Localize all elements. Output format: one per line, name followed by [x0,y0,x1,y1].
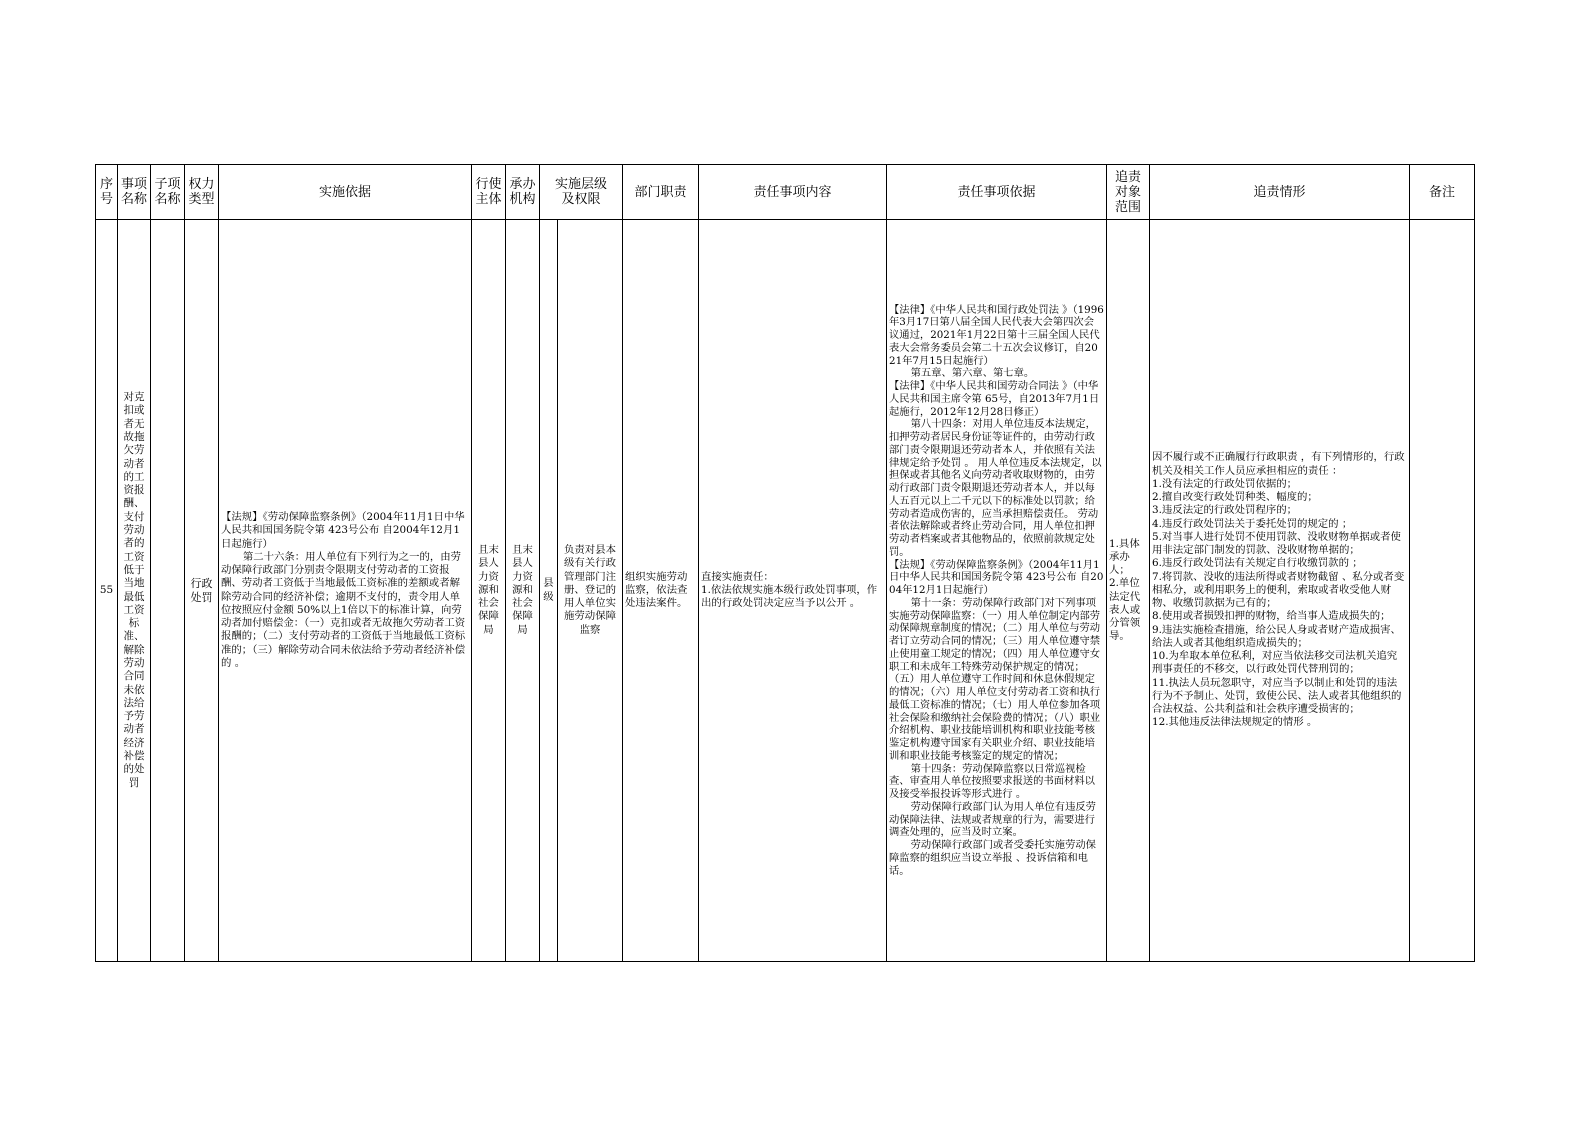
cell-level-scope: 负责对县本级有关行政管理部门注册、登记的用人单位实施劳动保障监察 [558,220,623,962]
cell-dept-duty: 组织实施劳动监察，依法查处违法案件。 [623,220,699,962]
accountability-case-line: 7.将罚款、没收的违法所得或者财物截留 、私分或者变相私分，或利用职务上的便利，索取或者收受他人财物、收缴罚款据为己有的； [1152,570,1405,610]
accountability-case-line: 1.没有法定的行政处罚依据的； [1152,477,1298,490]
accountability-case-line: 9.违法实施检查措施，给公民人身或者财产造成损害、给法人或者其他组织造成损失的； [1152,623,1401,649]
accountability-scope-line: 2.单位法定代表人或分管领导。 [1109,577,1141,643]
accountability-case-line: 3.违反法定的行政处罚程序的； [1152,504,1298,517]
cell-resp-content [699,220,887,962]
resp-basis-line: 【法律】《中华人民共和国行政处罚法 》（1996年3月17日第八届全国人民代表大会第四次会议通过，2021年1月22日第十三届全国人民代表大会常务委员会第二十五次会议修订，自2021年7月15日起施行） [889,303,1104,367]
header-remark: 备注 [1410,165,1475,220]
header-accountability-cases: 追责情形 [1150,165,1410,220]
header-seq: 序号 [96,165,118,220]
resp-basis-line: 【法律】《中华人民共和国劳动合同法 》（中华人民共和国主席令第 65号，自2013年7月1日起施行，2012年12月28日修正） [889,380,1100,418]
accountability-case-line: 11.执法人员玩忽职守，对应当予以制止和处罚的违法行为不予制止、处罚，致使公民、法人或者其他组织的合法权益、公共利益和社会秩序遭受损害的； [1152,676,1402,716]
accountability-scope-line: 1.具体承办人； [1109,537,1140,576]
resp-basis-line: 第五章、第六章、第七章。 [910,367,1035,380]
resp-basis-line: 劳动保障行政部门认为用人单位有违反劳动保障法律、法规或者规章的行为，需要进行调查处理的，应当及时立案。 [889,800,1096,839]
resp-content-line: 1.依法依规实施本级行政处罚事项，作出的行政处罚决定应当予以公开 。 [701,583,878,610]
header-resp-basis: 责任事项依据 [887,165,1107,220]
header-dept-duty: 部门职责 [623,165,699,220]
resp-content-line: 直接实施责任： [701,570,774,583]
accountability-case-line: 4.违反行政处罚法关于委托处罚的规定的 ； [1152,517,1353,530]
accountability-case-line: 2.擅自改变行政处罚种类、幅度的； [1152,491,1318,504]
cell-accountability-cases [1150,220,1410,962]
accountability-case-line: 6.违反行政处罚法有关规定自行收缴罚款的 ； [1152,557,1363,570]
header-sub-name: 子项名称 [151,165,185,220]
header-row [96,165,1475,220]
resp-basis-line: 【法规】《劳动保障监察条例》（2004年11月1日中华人民共和国国务院令第 423号公布 自2004年12月1日起施行） [889,558,1104,597]
cell-exec-body: 且末县人力资源和社会保障局 [472,220,506,962]
cell-level: 县级 [540,220,558,962]
cell-seq: 55 [96,220,118,962]
header-exec-body: 行使主体 [472,165,506,220]
cell-remark [1410,220,1475,962]
header-resp-content: 责任事项内容 [699,165,887,220]
table-row [96,220,1475,962]
header-item-name: 事项名称 [118,165,151,220]
header-accountability-scope: 追责对象范围 [1107,165,1150,220]
header-level: 实施层级及权限 [540,165,623,220]
accountability-case-line: 12.其他违反法律法规规定的情形 。 [1152,716,1318,729]
resp-basis-line: 劳动保障行政部门或者受委托实施劳动保障监察的组织应当设立举报 、投诉信箱和电话。 [889,839,1096,877]
cell-handling-org: 且末县人力资源和社会保障局 [506,220,540,962]
accountability-case-line: 8.使用或者损毁扣押的财物，给当事人造成损失的； [1152,610,1391,623]
resp-basis-line: 第十一条：劳动保障行政部门对下列事项实施劳动保障监察：（一）用人单位制定内部劳动保障规章制度的情况；（二）用人单位与劳动者订立劳动合同的情况；（三）用人单位遵守禁止使用童工规定的情况；（四）用人单位遵守女职工和未成年工特殊劳动保护规定的情况；（五）用人单位遵守工作时间和休息休假规定的情况；（六）用人单位支付劳动者工资和执行最低工资标准的情况；（七）用人单位参加各项社会保险和缴纳社会保险费的情况；（八）职业介绍机构、职业技能培训机构和职业技能考核鉴定机构遵守国家有关职业介绍、职业技能培训和职业技能考核鉴定的规定的情况； [889,596,1101,762]
accountability-case-line: 5.对当事人进行处罚不使用罚款、没收财物单据或者使用非法定部门制发的罚款、没收财物单据的； [1152,530,1401,557]
header-basis: 实施依据 [219,165,472,220]
cell-sub-name [151,220,185,962]
header-handling-org: 承办机构 [506,165,540,220]
resp-basis-line: 第十四条：劳动保障监察以日常巡视检查、审查用人单位按照要求报送的书面材料以及接受举报投诉等形式进行 。 [889,762,1095,801]
cell-resp-basis [887,220,1107,962]
basis-line: 第二十六条：用人单位有下列行为之一的，由劳动保障行政部门分别责令限期支付劳动者的工资报酬、劳动者工资低于当地最低工资标准的差额或者解除劳动合同的经济补偿；逾期不支付的，责令用人单位按照应付金额 50%以上1倍以下的标准计算，向劳动者加付赔偿金：（一）克扣或者无故拖欠劳动者工资报酬的；（二）支付劳动者的工资低于当地最低工资标准的；（三）解除劳动合同未依法给予劳动者经济补偿的 。 [221,550,466,669]
document-table [95,164,1475,962]
accountability-case-line: 因不履行或不正确履行行政职责 ，有下列情形的，行政机关及相关工作人员应承担相应的责任 ： [1152,451,1405,477]
header-power-type: 权力类型 [185,165,219,220]
basis-line: 【法规】《劳动保障监察条例》（2004年11月1日中华人民共和国国务院令第 423号公布 自2004年12月1日起施行） [221,511,465,550]
cell-accountability-scope [1107,220,1150,962]
resp-basis-line: 第八十四条：对用人单位违反本法规定，扣押劳动者居民身份证等证件的，由劳动行政部门责令限期退还劳动者本人，并依照有关法律规定给予处罚 。 用人单位违反本法规定，以担保或者其他名义向劳动者收取财物的，由劳动行政部门责令限期退还劳动者本人，并以每人五百元以上二千元以下的标准处以罚款；给劳动者造成伤害的，应当承担赔偿责任。 劳动者依法解除或者终止劳动合同，用人单位扣押劳动者档案或者其他物品的，依照前款规定处罚。 [889,418,1102,558]
cell-basis [219,220,472,962]
cell-power-type: 行政处罚 [185,220,219,962]
cell-item-name: 对克扣或者无故拖欠劳动者的工资报酬、支付劳动者的工资低于当地最低工资标准、解除劳动合同未依法给予劳动者经济补偿的处罚 [118,220,151,962]
accountability-case-line: 10.为牟取本单位私利，对应当依法移交司法机关追究刑事责任的不移交，以行政处罚代替刑罚的； [1152,650,1398,676]
